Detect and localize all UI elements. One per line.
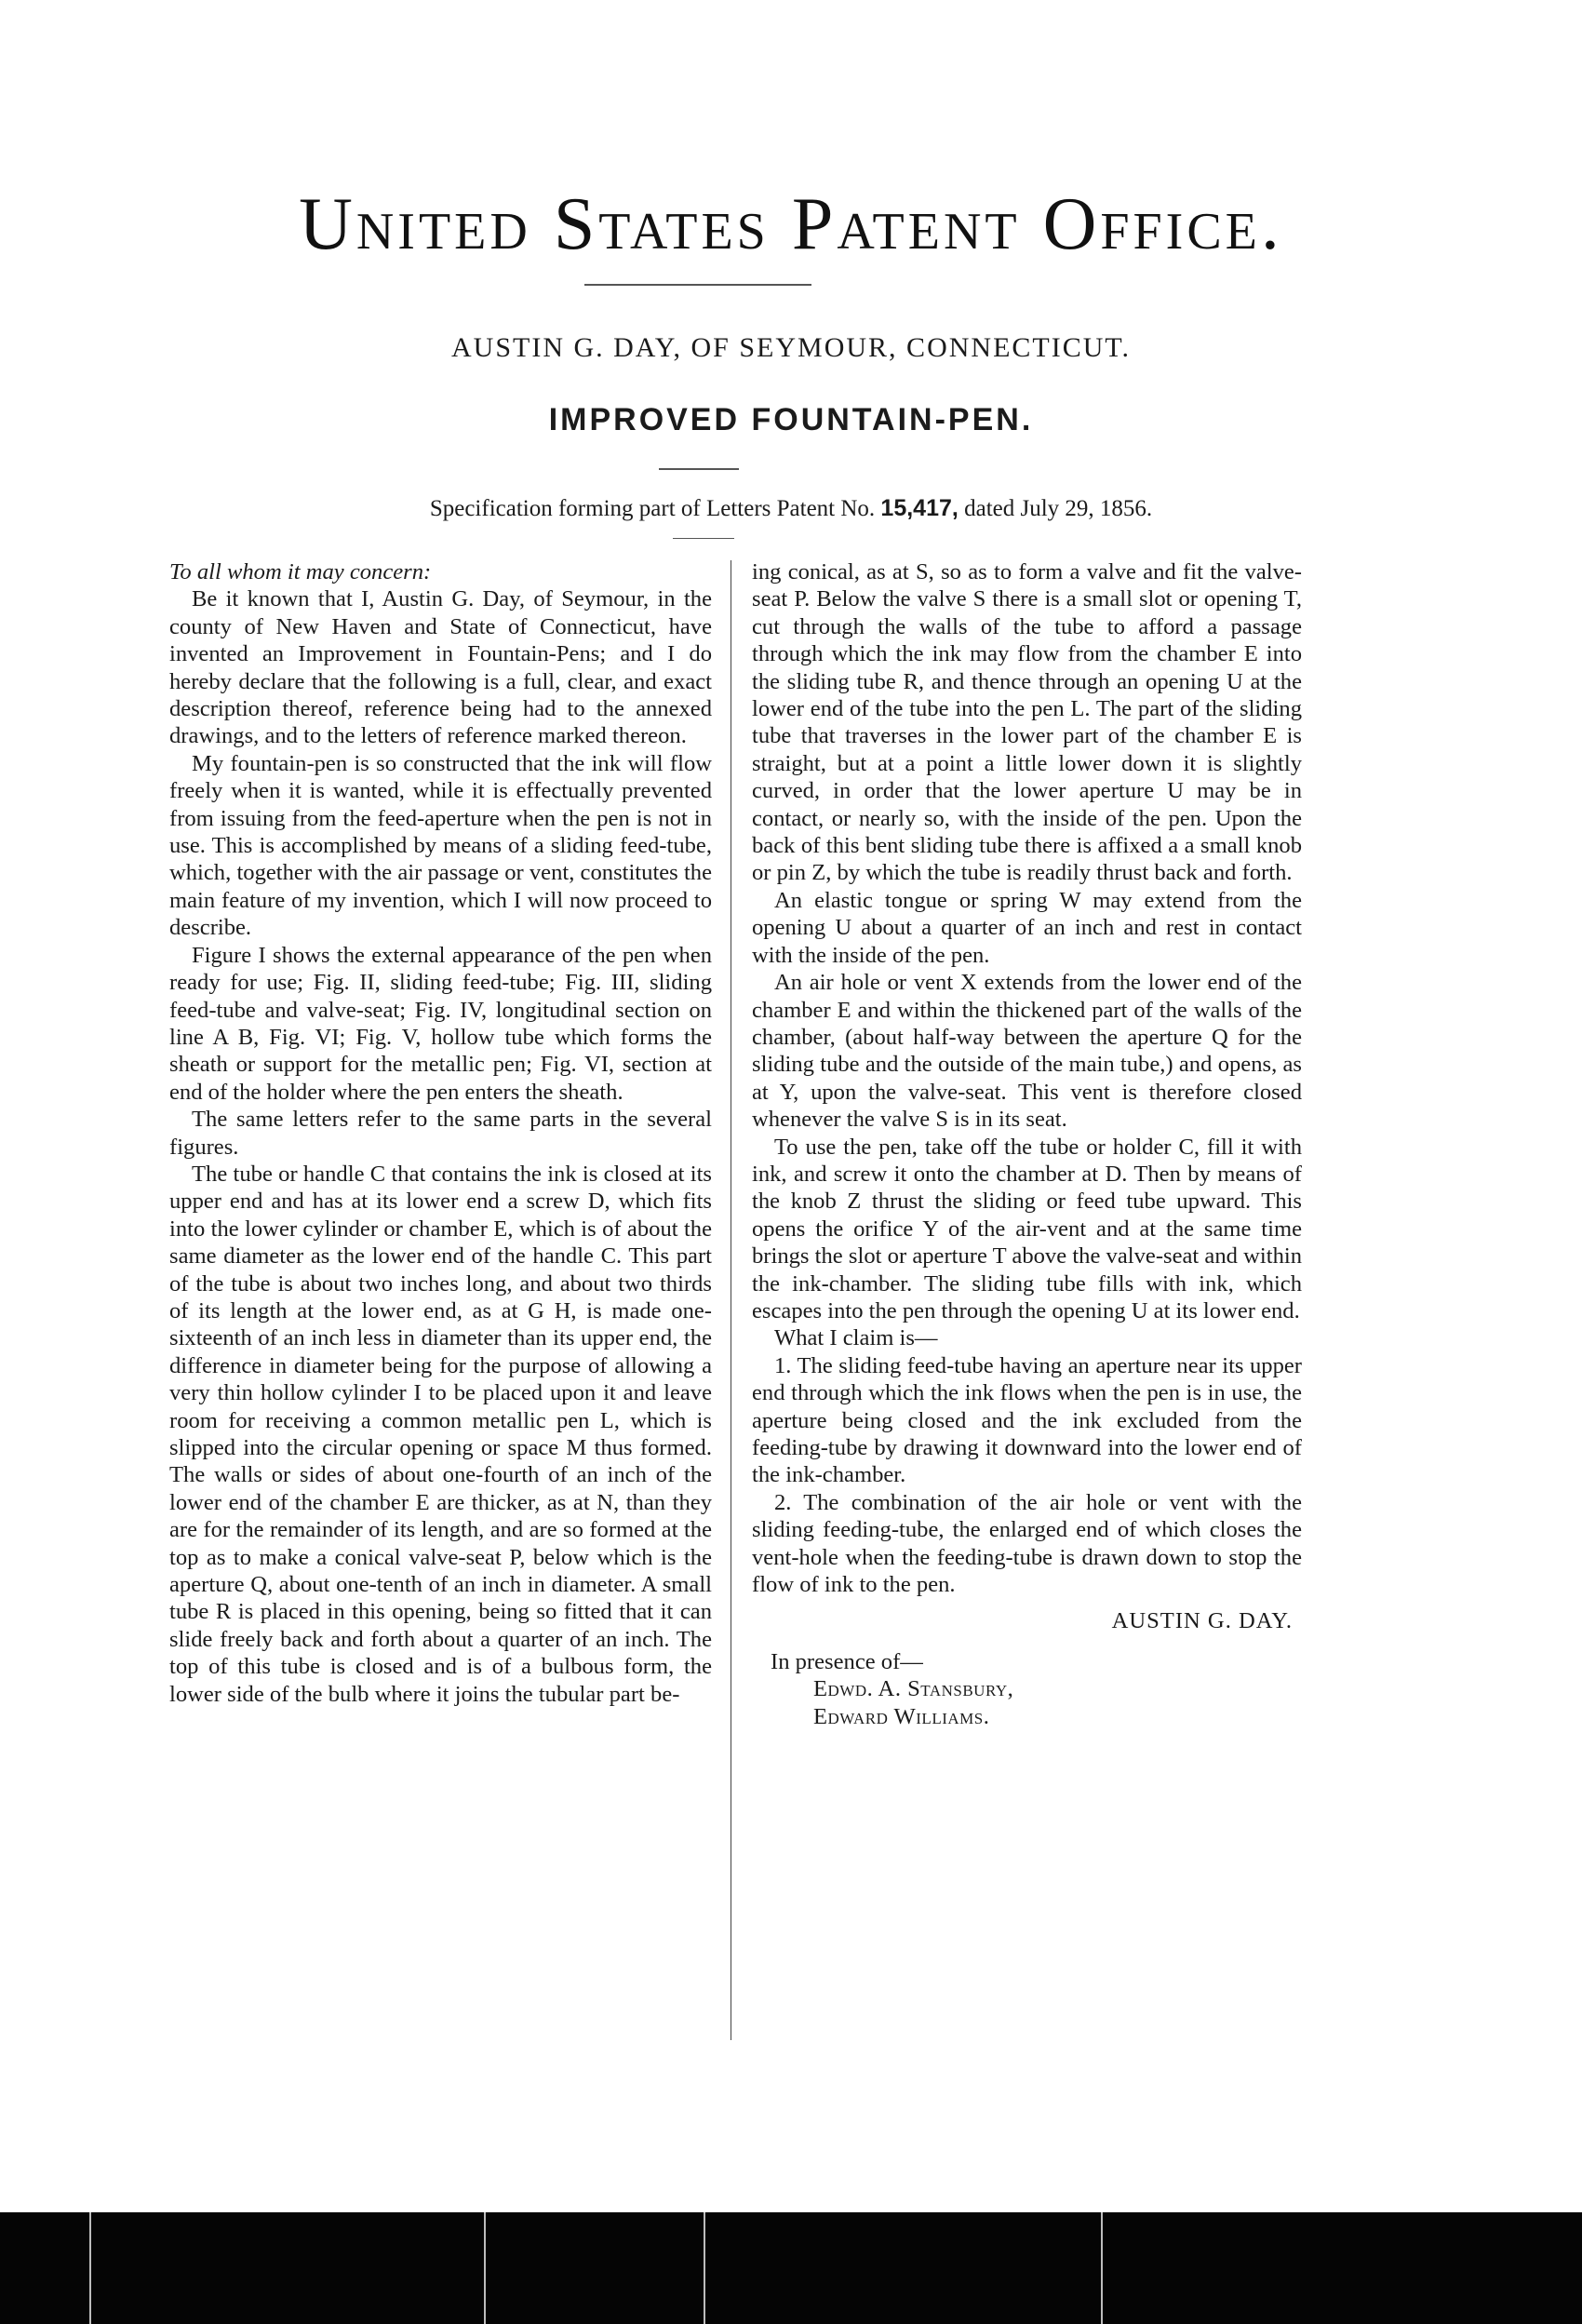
claims-intro: What I claim is— <box>774 1325 938 1351</box>
scan-tick <box>484 2212 486 2324</box>
office-title: United States Patent Office. <box>299 183 1283 265</box>
left-column <box>169 558 712 1708</box>
inventor-signature: AUSTIN G. DAY. <box>1111 1608 1293 1634</box>
claim-1: 1. The sliding feed-tube having an aperture near its upper end through which the ink flows when the pen is in use, the aperture being closed and the ink excluded from the feeding-tube by drawing it downward into the lower end of the ink-chamber. <box>752 1352 1302 1488</box>
body-paragraph: ing conical, as at S, so as to form a valve and fit the valve-seat P. Below the valve S there is a small slot or opening T, cut through the walls of the tube to afford a passage through which the ink may flow from the chamber E into the sliding tube R, and thence through an opening U at the lower end of the tube into the pen L. The part of the sliding tube that traverses in the lower part of the chamber E is straight, but at a point a little lower down it is slightly curved, in order that the lower aperture U may be in contact, or nearly so, with the inside of the pen. Upon the back of this bent sliding tube there is affixed a a small knob or pin Z, by which the tube is readily thrust back and forth. <box>752 559 1302 886</box>
body-paragraph: Figure I shows the external appearance of the pen when ready for use; Fig. II, sliding feed-tube; Fig. III, sliding feed-tube and valve-seat; Fig. IV, longitudinal section on line A B, Fig. VI; Fig. V, hollow tube which forms the sheath or support for the metallic pen; Fig. VI, section at end of the holder where the pen enters the sheath. <box>169 942 712 1105</box>
specification-line <box>0 495 1582 522</box>
invention-title: IMPROVED FOUNTAIN-PEN. <box>548 402 1034 437</box>
witness-1: Edwd. A. Stansbury, <box>813 1676 1014 1702</box>
invention-rule <box>659 468 739 470</box>
spec-date: dated July 29, 1856. <box>964 496 1153 521</box>
body-paragraph: To use the pen, take off the tube or holder C, fill it with ink, and screw it onto the chamber at D. Then by means of the knob Z thrust the sliding or feed tube upward. This opens the orifice Y of the air-vent and at the same time brings the slot or aperture T above the valve-seat and within the ink-chamber. The sliding tube fills with ink, which escapes into the pen through the opening U at its lower end. <box>752 1134 1302 1323</box>
title-rule <box>584 284 811 286</box>
scan-tick <box>1101 2212 1103 2324</box>
witness-intro: In presence of— <box>771 1648 923 1674</box>
witness-2: Edward Williams. <box>813 1703 990 1729</box>
body-paragraph: An air hole or vent X extends from the lower end of the chamber E and within the thickened part of the walls of the chamber, (about half-way between the aperture Q for the sliding tube and the outside of the main tube,) and opens, as at Y, upon the valve-seat. This vent is therefore closed whenever the valve S is in its seat. <box>752 970 1302 1133</box>
scan-tick <box>89 2212 91 2324</box>
scan-tick <box>704 2212 705 2324</box>
body-paragraph: Be it known that I, Austin G. Day, of Seymour, in the county of New Haven and State of Connecticut, have invented an Improvement in Fountain-Pens; and I do hereby declare that the following is a full, clear, and exact description thereof, reference being had to the annexed drawings, and to the letters of reference marked thereon. <box>169 586 712 749</box>
spec-rule <box>673 538 734 539</box>
body-paragraph: The tube or handle C that contains the ink is closed at its upper end and has at its lower end a screw D, which fits into the lower cylinder or chamber E, which is of about the same diameter as the lower end of the handle C. This part of the tube is about two inches long, and about two thirds of its length at the lower end, as at G H, is made one-sixteenth of an inch less in diameter than its upper end, the difference in diameter being for the purpose of allowing a very thin hollow cylinder I to be placed upon it and leave room for receiving a common metallic pen L, which is slipped into the circular opening or space M thus formed. The walls or sides of about one-fourth of an inch of the lower end of the chamber E are thicker, as at N, than they are for the remainder of its length, and are so formed at the top as to make a conical valve-seat P, below which is the aperture Q, about one-tenth of an inch in diameter. A small tube R is placed in this opening, being so fitted that it can slide freely back and forth about a quarter of an inch. The top of this tube is closed and is of a bulbous form, the lower side of the bulb where it joins the tubular part be- <box>169 1161 712 1707</box>
body-paragraph: An elastic tongue or spring W may extend from the opening U about a quarter of an inch and rest in contact with the inside of the pen. <box>752 887 1302 968</box>
body-paragraph: The same letters refer to the same parts in the several figures. <box>169 1107 712 1160</box>
claim-2: 2. The combination of the air hole or vent with the sliding feeding-tube, the enlarged end of which closes the vent-hole when the feeding-tube is drawn down to stop the flow of ink to the pen. <box>752 1489 1302 1598</box>
salutation: To all whom it may concern: <box>169 559 432 584</box>
body-paragraph: My fountain-pen is so constructed that the ink will flow freely when it is wanted, while it is effectually prevented from issuing from the feed-aperture when the pen is not in use. This is accomplished by means of a sliding feed-tube, which, together with the air passage or vent, constitutes the main feature of my invention, which I will now proceed to describe. <box>169 750 712 941</box>
scan-edge-bar <box>0 2212 1582 2324</box>
inventor-line: AUSTIN G. DAY, OF SEYMOUR, CONNECTICUT. <box>450 332 1131 363</box>
patent-number: 15,417, <box>880 495 959 521</box>
right-column <box>752 558 1302 1730</box>
spec-prefix: Specification forming part of Letters Patent No. <box>429 496 876 521</box>
